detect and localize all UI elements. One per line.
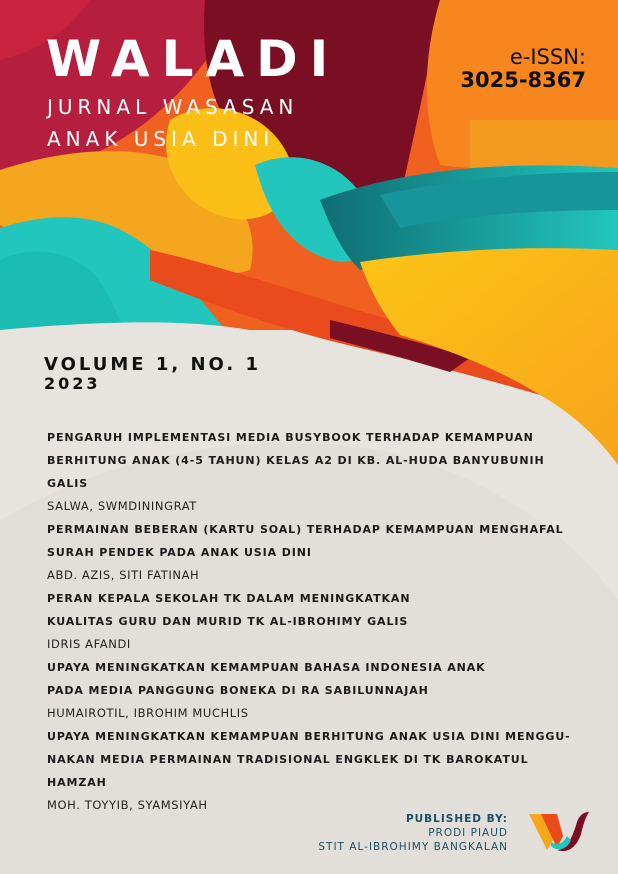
article-title-line: BERHITUNG ANAK (4-5 TAHUN) KELAS A2 DI KB. AL-HUDA BANYUBUNIH GALIS bbox=[47, 454, 545, 490]
article-authors: IDRIS AFANDI bbox=[47, 637, 131, 651]
article-title-line: UPAYA MENINGKATKAN KEMAMPUAN BAHASA INDONESIA ANAK bbox=[47, 661, 486, 674]
article-title-line: SURAH PENDEK PADA ANAK USIA DINI bbox=[47, 546, 312, 559]
waladi-logo-icon bbox=[527, 806, 591, 854]
publisher-label: PUBLISHED BY: bbox=[405, 813, 508, 825]
publisher-block bbox=[318, 812, 508, 854]
article-entry bbox=[47, 656, 577, 725]
article-authors: SALWA, SWMDININGRAT bbox=[47, 499, 197, 513]
journal-title: WALADI bbox=[46, 30, 341, 88]
article-title-line: KUALITAS GURU DAN MURID TK AL-IBROHIMY GALIS bbox=[47, 615, 409, 628]
table-of-contents bbox=[47, 426, 577, 817]
volume-year: 2023 bbox=[44, 374, 101, 393]
article-title-line: NAKAN MEDIA PERMAINAN TRADISIONAL ENGKLEK DI TK BAROKATUL bbox=[47, 753, 529, 766]
journal-subtitle-line1: JURNAL WASASAN bbox=[47, 95, 299, 119]
article-title-line: UPAYA MENINGKATKAN KEMAMPUAN BERHITUNG ANAK USIA DINI MENGGU- bbox=[47, 730, 571, 743]
article-entry bbox=[47, 518, 577, 587]
journal-subtitle-line2: ANAK USIA DINI bbox=[47, 127, 275, 151]
article-entry bbox=[47, 587, 577, 656]
article-authors: MOH. TOYYIB, SYAMSIYAH bbox=[47, 798, 208, 812]
article-authors: ABD. AZIS, SITI FATINAH bbox=[47, 568, 200, 582]
publisher-program: PRODI PIAUD bbox=[428, 827, 508, 839]
article-title-line: HAMZAH bbox=[47, 776, 107, 789]
article-title-line: PADA MEDIA PANGGUNG BONEKA DI RA SABILUNNAJAH bbox=[47, 684, 429, 697]
article-entry bbox=[47, 426, 577, 518]
article-title-line: PERAN KEPALA SEKOLAH TK DALAM MENINGKATKAN bbox=[47, 592, 411, 605]
issn-number: 3025-8367 bbox=[460, 67, 586, 92]
publisher-institution: STIT AL-IBROHIMY BANGKALAN bbox=[318, 841, 508, 853]
issn-label: e-ISSN: bbox=[509, 45, 586, 69]
article-authors: HUMAIROTIL, IBROHIM MUCHLIS bbox=[47, 706, 249, 720]
article-title-line: PENGARUH IMPLEMENTASI MEDIA BUSYBOOK TERHADAP KEMAMPUAN bbox=[47, 431, 534, 444]
volume-number: VOLUME 1, NO. 1 bbox=[44, 354, 262, 375]
issn-block bbox=[460, 46, 586, 91]
article-title-line: PERMAINAN BEBERAN (KARTU SOAL) TERHADAP KEMAMPUAN MENGHAFAL bbox=[47, 523, 564, 536]
article-entry bbox=[47, 725, 577, 817]
